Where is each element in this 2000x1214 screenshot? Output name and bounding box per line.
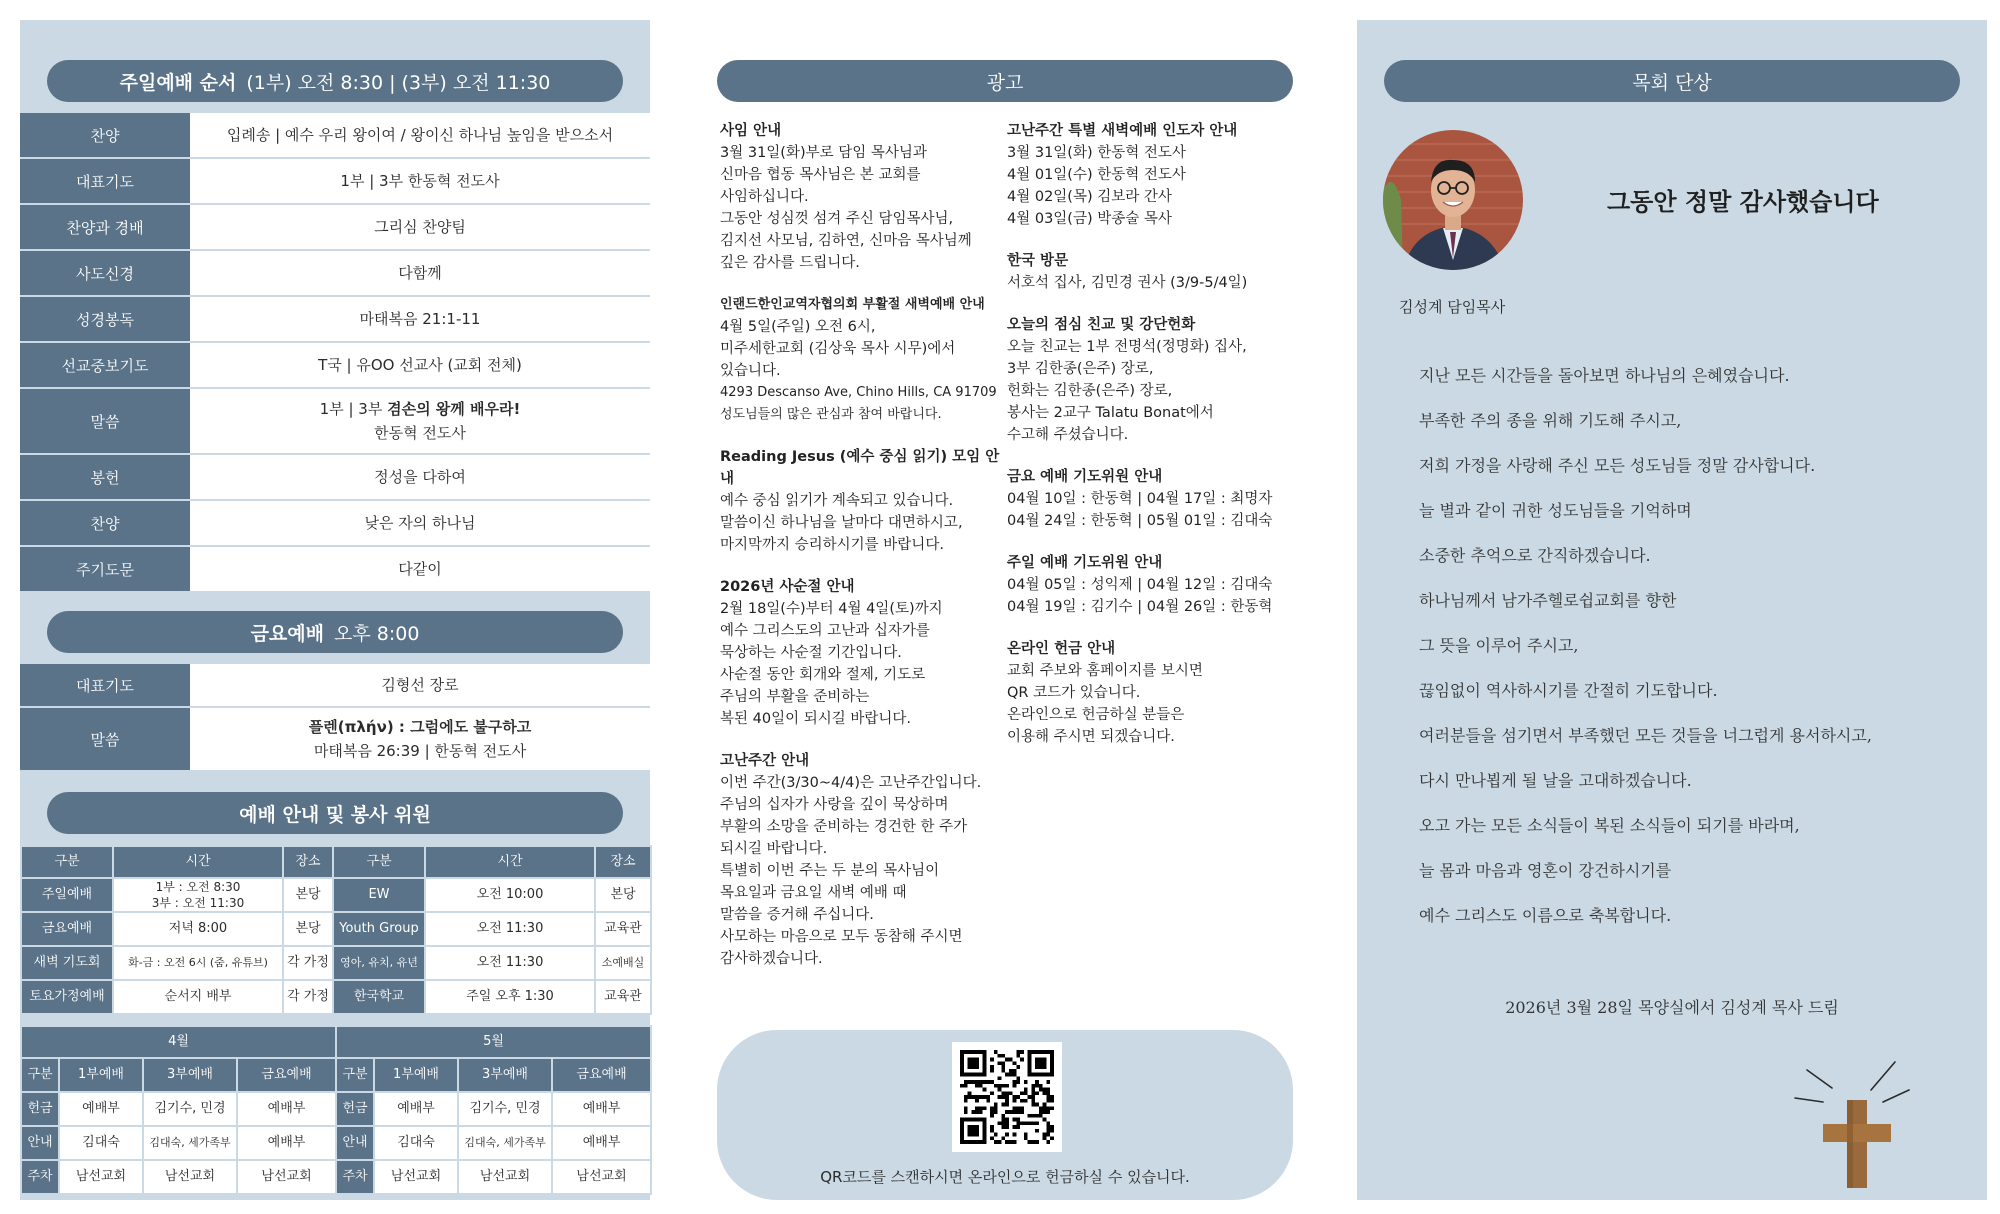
- guide-group-place: 소예배실: [595, 946, 651, 980]
- service-row-label: 봉헌: [20, 455, 190, 499]
- guide-row: [21, 912, 651, 946]
- service-row-label: 말씀: [20, 708, 190, 770]
- duty-assignee: 남선교회: [237, 1160, 336, 1194]
- service-row-value: [190, 455, 650, 499]
- letter-line: 하나님께서 남가주헬로쉽교회를 향한: [1419, 591, 1677, 610]
- sunday-service-title: 주일예배 순서: [119, 71, 237, 94]
- duty-column-header: 1부예배: [374, 1058, 458, 1092]
- service-row-label: 주기도문: [20, 547, 190, 591]
- duty-category: 주차: [21, 1160, 59, 1194]
- duty-column-header: 3부예배: [143, 1058, 237, 1092]
- guide-place: 각 가정: [283, 980, 333, 1014]
- duty-assignee: 예배부: [374, 1092, 458, 1126]
- guide-column-header: 시간: [113, 846, 283, 878]
- duty-assignee: 김대숙: [374, 1126, 458, 1160]
- reflection-title: 목회 단상: [1632, 71, 1712, 94]
- announcement-line: 미주세한교회 (김상욱 목사 시무)에서: [720, 341, 956, 357]
- announcement: [720, 576, 1010, 730]
- service-row-text: 다함께: [398, 264, 442, 282]
- duty-category: 주차: [336, 1160, 374, 1194]
- sunday-service-times: (1부) 오전 8:30 | (3부) 오전 11:30: [246, 71, 551, 94]
- announcement-line: 04월 10일 : 한동혁 | 04월 17일 : 최명자: [1007, 491, 1273, 507]
- announcement-line: 마지막까지 승리하시기를 바랍니다.: [720, 537, 944, 553]
- sunday-service-header: [47, 60, 623, 102]
- announcement-title: 고난주간 안내: [720, 753, 810, 769]
- announcement-line: 신마음 협동 목사님은 본 교회를: [720, 167, 921, 183]
- service-row-label: 대표기도: [20, 159, 190, 203]
- announcement-line: 예수 중심 읽기가 계속되고 있습니다.: [720, 493, 954, 509]
- pastor-name: 김성계 담임목사: [1399, 298, 1506, 316]
- service-row-text: 1부 | 3부 한동혁 전도사: [340, 172, 500, 190]
- pastoral-reflection-panel: [1357, 20, 1987, 1200]
- service-row-subtext: 한동혁 전도사: [374, 424, 466, 442]
- announcement-line: 04월 19일 : 김기수 | 04월 26일 : 한동혁: [1007, 599, 1273, 615]
- guide-row: [21, 878, 651, 912]
- service-row-text: 그리심 찬양팀: [374, 218, 466, 236]
- guide-group-time: 오전 10:00: [425, 878, 595, 912]
- duty-column-header: 1부예배: [59, 1058, 143, 1092]
- announcement-line: 말씀을 증거해 주십니다.: [720, 907, 874, 923]
- announcements-column-2: [1007, 120, 1297, 768]
- duty-assignee: 예배부: [552, 1092, 651, 1126]
- announcement-line: 복된 40일이 되시길 바랍니다.: [720, 711, 911, 727]
- guide-service-time: [113, 912, 283, 946]
- month-may: 5월: [336, 1026, 651, 1058]
- service-row: [20, 455, 650, 501]
- service-row-subtext: 마태복음 26:39 | 한동혁 전도사: [313, 742, 527, 760]
- announcement: [1007, 552, 1297, 618]
- service-row-text: 김형선 장로: [381, 676, 459, 694]
- announcement-line: 부활의 소망을 준비하는 경건한 한 주가: [720, 819, 968, 835]
- service-row-value: [190, 251, 650, 295]
- service-row-text: 마태복음 21:1-11: [359, 310, 481, 328]
- duty-category: 헌금: [21, 1092, 59, 1126]
- service-row-label: 찬양: [20, 113, 190, 157]
- guide-place: 본당: [283, 912, 333, 946]
- guide-group-time: 오전 11:30: [425, 946, 595, 980]
- guide-row: [21, 980, 651, 1014]
- duty-row: [21, 1160, 651, 1194]
- announcement: [720, 446, 1010, 556]
- letter-line: 저희 가정을 사랑해 주신 모든 성도님들 정말 감사합니다.: [1419, 456, 1816, 475]
- announcements-column-1: [720, 120, 1010, 990]
- month-april: 4월: [21, 1026, 336, 1058]
- guide-service-name: 주일예배: [21, 878, 113, 912]
- service-row-label: 대표기도: [20, 664, 190, 706]
- friday-service-time: 오후 8:00: [334, 622, 420, 645]
- announcement-line: 2월 18일(수)부터 4월 4일(토)까지: [720, 601, 943, 617]
- guide-column-header: 장소: [595, 846, 651, 878]
- friday-service-title: 금요예배: [250, 622, 324, 645]
- announcement-line: 3월 31일(화) 한동혁 전도사: [1007, 145, 1186, 161]
- announcement: [720, 750, 1010, 970]
- announcement-line: 04월 05일 : 성익제 | 04월 12일 : 김대숙: [1007, 577, 1273, 593]
- duty-category: 안내: [21, 1126, 59, 1160]
- service-row-value: [190, 547, 650, 591]
- announcements-panel: [690, 20, 1320, 1200]
- announcement-line: 되시길 바랍니다.: [720, 841, 828, 857]
- duty-assignee: 예배부: [237, 1126, 336, 1160]
- guide-service-time: [113, 878, 283, 912]
- announcement: [1007, 314, 1297, 446]
- announcement-line: 4293 Descanso Ave, Chino Hills, CA 91709: [720, 385, 997, 400]
- reflection-letter: [1419, 363, 1979, 948]
- announcement-title: Reading Jesus (예수 중심 읽기) 모임 안내: [720, 449, 1000, 487]
- duty-row: [21, 1126, 651, 1160]
- qr-caption: QR코드를 스캔하시면 온라인으로 헌금하실 수 있습니다.: [820, 1168, 1190, 1186]
- duty-assignee: 남선교회: [59, 1160, 143, 1194]
- service-row-label: 사도신경: [20, 251, 190, 295]
- guide-place: 각 가정: [283, 946, 333, 980]
- service-row-label: 선교중보기도: [20, 343, 190, 387]
- duty-assignee: 남선교회: [552, 1160, 651, 1194]
- announcement-title: 인랜드한인교역자협의회 부활절 새벽예배 안내: [720, 297, 985, 312]
- announcement-line: 오늘 친교는 1부 전명석(정명화) 집사,: [1007, 339, 1247, 355]
- announcement-line: 있습니다.: [720, 363, 781, 379]
- service-row-value: [190, 501, 650, 545]
- service-row: [20, 708, 650, 772]
- letter-line: 끊임없이 역사하시기를 간절히 기도합니다.: [1419, 681, 1718, 700]
- online-offering-qr-box: [717, 1030, 1293, 1200]
- letter-line: 소중한 추억으로 간직하겠습니다.: [1419, 546, 1651, 565]
- duty-assignee: 남선교회: [458, 1160, 552, 1194]
- guide-service-name: 토요가정예배: [21, 980, 113, 1014]
- announcement: [720, 120, 1010, 274]
- announcement-line: 봉사는 2교구 Talatu Bonat에서: [1007, 405, 1214, 421]
- service-row: [20, 547, 650, 593]
- announcement-line: 3월 31일(화)부로 담임 목사님과: [720, 145, 927, 161]
- duty-column-header: 구분: [336, 1058, 374, 1092]
- letter-line: 다시 만나뵙게 될 날을 고대하겠습니다.: [1419, 771, 1692, 790]
- guide-column-header: 구분: [333, 846, 425, 878]
- service-row: [20, 113, 650, 159]
- guide-time-line: 화-금 : 오전 6시 (줌, 유튜브): [128, 956, 268, 969]
- announcement-line: 4월 02일(목) 김보라 간사: [1007, 189, 1172, 205]
- guide-header: [47, 792, 623, 834]
- service-row: [20, 159, 650, 205]
- guide-column-header: 장소: [283, 846, 333, 878]
- reflection-headline: 그동안 정말 감사했습니다: [1607, 188, 1879, 216]
- announcement-title: 고난주간 특별 새벽예배 인도자 안내: [1007, 123, 1238, 139]
- duty-assignee: 김기수, 민경: [458, 1092, 552, 1126]
- announcement-line: 수고해 주셨습니다.: [1007, 427, 1129, 443]
- sermon-title: 겸손의 왕께 배우라!: [387, 400, 521, 418]
- service-row-label: 성경봉독: [20, 297, 190, 341]
- duty-assignee: 예배부: [59, 1092, 143, 1126]
- announcement-line: 4월 03일(금) 박종술 목사: [1007, 211, 1172, 227]
- duty-column-header: 3부예배: [458, 1058, 552, 1092]
- guide-column-header: 시간: [425, 846, 595, 878]
- guide-group-time: 주일 오후 1:30: [425, 980, 595, 1014]
- announcement-line: 성도님들의 많은 관심과 참여 바랍니다.: [720, 407, 942, 422]
- announcement-line: 특별히 이번 주는 두 분의 목사님이: [720, 863, 940, 879]
- service-row: [20, 205, 650, 251]
- letter-line: 늘 별과 같이 귀한 성도님들을 기억하며: [1419, 501, 1692, 520]
- service-row: [20, 343, 650, 389]
- service-row-value: [190, 113, 650, 157]
- service-row: [20, 664, 650, 708]
- duty-category: 안내: [336, 1126, 374, 1160]
- announcement-line: 헌화는 김한종(은주) 장로,: [1007, 383, 1173, 399]
- announcement-line: 4월 5일(주일) 오전 6시,: [720, 319, 876, 335]
- announcement: [1007, 250, 1297, 294]
- letter-line: 지난 모든 시간들을 돌아보면 하나님의 은혜였습니다.: [1419, 366, 1790, 385]
- announcement-title: 사임 안내: [720, 123, 782, 139]
- announcement-line: 온라인으로 헌금하실 분들은: [1007, 707, 1185, 723]
- service-row-value: [190, 664, 650, 706]
- announcement-line: 서호석 집사, 김민경 권사 (3/9-5/4일): [1007, 275, 1248, 291]
- announcement: [1007, 638, 1297, 748]
- service-row-text: 다같이: [398, 560, 442, 578]
- service-row-value: [190, 297, 650, 341]
- announcement-line: 이번 주간(3/30~4/4)은 고난주간입니다.: [720, 775, 982, 791]
- service-row-value: [190, 708, 650, 770]
- guide-row: [21, 946, 651, 980]
- duty-assignee: 김기수, 민경: [143, 1092, 237, 1126]
- sunday-order-table: [20, 113, 650, 593]
- duty-column-header: 금요예배: [552, 1058, 651, 1092]
- guide-place: 본당: [283, 878, 333, 912]
- announcement-line: 사임하십니다.: [720, 189, 809, 205]
- duty-assignee: 예배부: [237, 1092, 336, 1126]
- announcement-line: 김지선 사모님, 김하연, 신마음 목사님께: [720, 233, 972, 249]
- friday-order-table: [20, 664, 650, 772]
- duty-assignee: 남선교회: [374, 1160, 458, 1194]
- guide-group-place: 본당: [595, 878, 651, 912]
- announcement-line: 사모하는 마음으로 모두 동참해 주시면: [720, 929, 963, 945]
- announcements-title: 광고: [986, 71, 1024, 94]
- guide-service-time: [113, 980, 283, 1014]
- letter-line: 그 뜻을 이루어 주시고,: [1419, 636, 1579, 655]
- announcements-header: [717, 60, 1293, 102]
- announcement-line: 깊은 감사를 드립니다.: [720, 255, 860, 271]
- reflection-header: [1384, 60, 1960, 102]
- guide-time-line: 1부 : 오전 8:30: [155, 880, 241, 894]
- announcement-line: 이용해 주시면 되겠습니다.: [1007, 729, 1175, 745]
- guide-service-name: 금요예배: [21, 912, 113, 946]
- announcement-title: 주일 예배 기도위원 안내: [1007, 555, 1163, 571]
- service-row-text: 낮은 자의 하나님: [364, 514, 476, 532]
- letter-line: 여러분들을 섬기면서 부족했던 모든 것들을 너그럽게 용서하시고,: [1419, 726, 1872, 745]
- service-row-value: [190, 389, 650, 453]
- announcement-line: 예수 그리스도의 고난과 십자가를: [720, 623, 930, 639]
- announcement-line: 주님의 부활을 준비하는: [720, 689, 870, 705]
- service-row-text: 정성을 다하여: [374, 468, 466, 486]
- announcement-line: 교회 주보와 홈페이지를 보시면: [1007, 663, 1203, 679]
- cross-icon: [1787, 1040, 1927, 1200]
- guide-group-name: 영아, 유치, 유년: [333, 946, 425, 980]
- announcement-title: 오늘의 점심 친교 및 강단헌화: [1007, 317, 1196, 333]
- service-row-line: [309, 715, 532, 739]
- letter-line: 예수 그리스도 이름으로 축복합니다.: [1419, 906, 1672, 925]
- announcement-line: 3부 김한종(은주) 장로,: [1007, 361, 1154, 377]
- duty-assignee: 남선교회: [143, 1160, 237, 1194]
- guide-title: 예배 안내 및 봉사 위원: [239, 803, 431, 826]
- guide-group-name: Youth Group: [333, 912, 425, 946]
- duty-assignee: 김대숙, 세가족부: [143, 1126, 237, 1160]
- order-of-worship-panel: [20, 20, 650, 1200]
- announcement-line: 목요일과 금요일 새벽 예배 때: [720, 885, 907, 901]
- announcement-line: 감사하겠습니다.: [720, 951, 823, 967]
- service-row-label: 말씀: [20, 389, 190, 453]
- guide-group-name: 한국학교: [333, 980, 425, 1014]
- guide-group-place: 교육관: [595, 912, 651, 946]
- duty-column-header: 구분: [21, 1058, 59, 1092]
- duty-category: 헌금: [336, 1092, 374, 1126]
- announcement: [1007, 466, 1297, 532]
- sermon-title: 플렌(πλήν) : 그럼에도 불구하고: [308, 718, 532, 736]
- announcement-line: 그동안 성심껏 섬겨 주신 담임목사님,: [720, 211, 954, 227]
- announcement-line: 주님의 십자가 사랑을 깊이 묵상하며: [720, 797, 949, 813]
- service-row-value: [190, 159, 650, 203]
- guide-time-line: 순서지 배부: [164, 989, 232, 1004]
- service-row-prefix: 1부 | 3부: [319, 400, 388, 418]
- service-row-label: 찬양: [20, 501, 190, 545]
- volunteer-duty-table: [20, 1025, 652, 1195]
- service-row: [20, 297, 650, 343]
- service-row: [20, 251, 650, 297]
- duty-row: [21, 1092, 651, 1126]
- reflection-signoff: 2026년 3월 28일 목양실에서 김성계 목사 드림: [1505, 998, 1839, 1017]
- service-row: [20, 501, 650, 547]
- announcement-line: 04월 24일 : 한동혁 | 05월 01일 : 김대숙: [1007, 513, 1273, 529]
- letter-line: 부족한 주의 종을 위해 기도해 주시고,: [1419, 411, 1682, 430]
- announcement-line: 묵상하는 사순절 기간입니다.: [720, 645, 902, 661]
- duty-assignee: 김대숙: [59, 1126, 143, 1160]
- announcement-title: 온라인 헌금 안내: [1007, 641, 1116, 657]
- announcement-title: 금요 예배 기도위원 안내: [1007, 469, 1163, 485]
- guide-column-header: 구분: [21, 846, 113, 878]
- announcement-title: 한국 방문: [1007, 253, 1069, 269]
- service-row-line: [320, 397, 521, 421]
- announcement-line: 사순절 동안 회개와 절제, 기도로: [720, 667, 926, 683]
- guide-service-name: 새벽 기도회: [21, 946, 113, 980]
- pastor-photo: [1383, 130, 1523, 270]
- announcement-line: QR 코드가 있습니다.: [1007, 685, 1141, 701]
- service-row-value: [190, 205, 650, 249]
- guide-group-time: 오전 11:30: [425, 912, 595, 946]
- guide-time-line: 3부 : 오전 11:30: [151, 896, 245, 910]
- worship-guide-table: [20, 845, 652, 1015]
- qr-code-icon: [960, 1050, 1054, 1144]
- announcement-line: 4월 01일(수) 한동혁 전도사: [1007, 167, 1186, 183]
- guide-group-place: 교육관: [595, 980, 651, 1014]
- service-row-label: 찬양과 경배: [20, 205, 190, 249]
- duty-assignee: 예배부: [552, 1126, 651, 1160]
- qr-code[interactable]: [952, 1042, 1062, 1152]
- service-row-value: [190, 343, 650, 387]
- guide-group-name: EW: [333, 878, 425, 912]
- letter-line: 늘 몸과 마음과 영혼이 강건하시기를: [1419, 861, 1672, 880]
- announcement: [1007, 120, 1297, 230]
- letter-line: 오고 가는 모든 소식들이 복된 소식들이 되기를 바라며,: [1419, 816, 1800, 835]
- friday-service-header: [47, 611, 623, 653]
- duty-column-header: 금요예배: [237, 1058, 336, 1092]
- announcement-title: 2026년 사순절 안내: [720, 579, 855, 595]
- service-row: [20, 389, 650, 455]
- guide-time-line: 저녁 8:00: [168, 921, 228, 936]
- service-row-text: T국 | 유OO 선교사 (교회 전체): [318, 356, 522, 374]
- duty-assignee: 김대숙, 세가족부: [458, 1126, 552, 1160]
- guide-service-time: [113, 946, 283, 980]
- service-row-text: 입례송 | 예수 우리 왕이여 / 왕이신 하나님 높임을 받으소서: [226, 126, 614, 144]
- announcement-line: 말씀이신 하나님을 날마다 대면하시고,: [720, 515, 963, 531]
- announcement: [720, 294, 1010, 426]
